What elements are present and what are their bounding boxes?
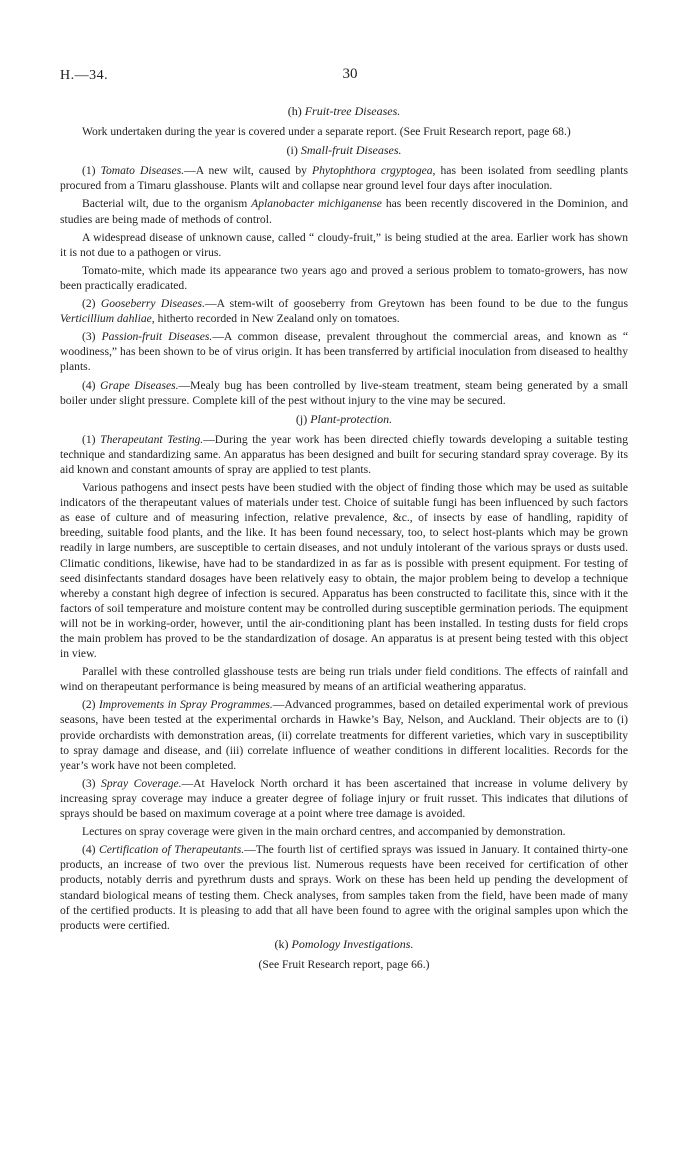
item-heading: Therapeutant Testing. bbox=[100, 432, 204, 446]
item-number: (4) bbox=[82, 843, 96, 857]
paragraph: Various pathogens and insect pests have been studied with the object of finding those which may be used as suitable indicators of the therapeutant values of materials under test. Choice of suitable fungi has been influenced by such factors as ease of culture and of measuring infection, relative prevalence, &c., of insects by ease of handling, rapidity of breeding, suitable food plants, and the like. It has been found necessary, too, to select host-plants which may be grown readily in large numbers, are susceptible to certain diseases, and not unduly intolerant of the various sprays or dusts used. Climatic conditions, likewise, have had to be standardized in as far as is possible with present equipment. For testing of seed disinfectants standard dosages have been relatively easy to obtain, the major problem being to develop a technique whereby a constant high degree of infection is secured. Apparatus has been constructed to facilitate this, since with it the factors of soil temperature and moisture content may be controlled during susceptible germination periods. The equipment will not be in working-order, however, until the air-conditioning plant has been installed. In testing dusts for field crops the main problem has proved to be the standardization of dosage. An apparatus is at present being tested with this object in view. bbox=[60, 481, 628, 661]
section-label: (k) bbox=[274, 936, 289, 951]
paragraph: Work undertaken during the year is covered under a separate report. (See Fruit Research report, page 68.) bbox=[82, 125, 571, 139]
item-number: (1) bbox=[82, 432, 96, 446]
item-heading: Passion-fruit Diseases. bbox=[101, 330, 213, 344]
paragraph: A widespread disease of unknown cause, called “ cloudy-fruit,” is being studied at the area. Earlier work has shown it is not due to a pathogen or virus. bbox=[60, 230, 628, 259]
paragraph bbox=[60, 196, 628, 226]
report-code: H.—34. bbox=[60, 68, 109, 83]
item-heading: Certification of Therapeutants. bbox=[99, 843, 245, 857]
section-title: Pomology Investigations. bbox=[291, 936, 414, 951]
item-heading: Grape Diseases. bbox=[100, 378, 179, 392]
paragraph bbox=[60, 329, 628, 374]
item-number: (2) bbox=[82, 297, 96, 311]
section-title: Fruit-tree Diseases. bbox=[304, 104, 401, 118]
section-label: (i) bbox=[286, 143, 298, 158]
paragraph bbox=[60, 163, 628, 193]
item-number: (1) bbox=[82, 164, 96, 178]
section-label: (j) bbox=[295, 411, 308, 426]
paragraph-text: —During the year work has been directed chiefly towards developing a suitable testing technique and standardizing same. An apparatus has been designed and built for securing standard spray coverage. By its aid known and constant amounts of spray are applied to test plants. bbox=[60, 432, 628, 476]
item-heading: Spray Coverage. bbox=[101, 776, 182, 790]
page-number: 30 bbox=[342, 66, 358, 82]
section-heading-i bbox=[60, 143, 628, 158]
paragraph: (See Fruit Research report, page 66.) bbox=[258, 957, 430, 971]
paragraph-text: —Mealy bug has been controlled by live-steam treatment, steam being generated by a small boiler under slight pressure. Complete kill of the pest without injury to the vine may be secured. bbox=[60, 378, 628, 407]
species-name: Phytophthora crgyptogea, bbox=[312, 164, 436, 178]
item-number: (4) bbox=[82, 378, 96, 392]
paragraph-text: —A common disease, prevalent throughout the commercial areas, and known as “ woodiness,” has been shown to be of virus origin. It has been transferred by artificial inoculation from diseased to healthy plants. bbox=[60, 330, 628, 374]
paragraph bbox=[60, 776, 628, 821]
item-number: (3) bbox=[82, 330, 96, 344]
item-heading: Gooseberry Diseases. bbox=[100, 297, 205, 311]
section-heading-k bbox=[60, 937, 628, 952]
item-number: (2) bbox=[82, 698, 96, 712]
paragraph-text: has been recently discovered in the Dominion, and studies are being made of methods of control. bbox=[60, 197, 628, 226]
paragraph bbox=[60, 697, 628, 772]
paragraph-text: —A stem-wilt of gooseberry from Greytown has been found to be due to the fungus bbox=[204, 297, 628, 311]
paragraph-text: Bacterial wilt, due to the organism bbox=[82, 197, 252, 211]
paragraph-text: —At Havelock North orchard it has been ascertained that increase in volume delivery by increasing spray coverage may induce a greater degree of foliage injury or fruit russet. This indicates that dilutions of sprays should be based on maximum coverage at a point where tree damage is avoided. bbox=[60, 776, 628, 821]
paragraph bbox=[60, 432, 628, 477]
item-heading: Improvements in Spray Programmes. bbox=[98, 698, 273, 712]
paragraph-text: —The fourth list of certified sprays was issued in January. It contained thirty-one products, an increase of two over the previous list. Numerous requests have been received for certification of other products, notably derris and pyrethrum dusts and sprays. Work on these has been held up pending the development of standard biological means of testing them. Check analyses, from samples taken from the field, have been made of many of the certified products. It is pleasing to add that all have been found to agree with the original samples upon which the products were certified. bbox=[60, 843, 628, 932]
paragraph bbox=[60, 378, 628, 408]
species-name: Verticillium dahliae, bbox=[60, 312, 155, 326]
section-heading-h bbox=[60, 104, 628, 119]
section-title: Small-fruit Diseases. bbox=[300, 143, 402, 158]
paragraph: Tomato-mite, which made its appearance two years ago and proved a serious problem to tomato-growers, has now been practically eradicated. bbox=[60, 263, 628, 292]
item-heading: Tomato Diseases. bbox=[100, 164, 185, 178]
section-title: Plant-protection. bbox=[310, 411, 393, 426]
section-heading-j bbox=[60, 412, 628, 427]
body-text bbox=[60, 100, 628, 975]
item-number: (3) bbox=[82, 776, 96, 790]
paragraph-text: —Advanced programmes, based on detailed experimental work of previous seasons, have been tested at the experimental orchards in Hawke’s Bay, Nelson, and Auckland. Their objects are to (i) provide orchardists with demonstration areas, (ii) correlate treatments for different varieties, which vary in susceptibility to spray damage and disease, and (iii) correlate influence of weather conditions in different localities. Records for the year’s work have not been completed. bbox=[60, 698, 628, 772]
species-name: Aplanobacter michiganense bbox=[251, 197, 382, 211]
paragraph-text: has been isolated from seedling plants procured from a Timaru glasshouse. Plants wilt and collapse near ground level four days after inoculation. bbox=[60, 164, 628, 193]
paragraph bbox=[60, 842, 628, 933]
paragraph bbox=[60, 296, 628, 326]
paragraph: Parallel with these controlled glasshouse tests are being run trials under field conditions. The effects of rainfall and wind on therapeutant performance is being measured by means of an artificial weathering apparatus. bbox=[60, 665, 628, 694]
paragraph-text: hitherto recorded in New Zealand only on tomatoes. bbox=[154, 312, 400, 326]
paragraph: Lectures on spray coverage were given in the main orchard centres, and accompanied by demonstration. bbox=[82, 825, 566, 839]
section-label: (h) bbox=[287, 104, 302, 118]
paragraph-text: —A new wilt, caused by bbox=[184, 164, 313, 178]
